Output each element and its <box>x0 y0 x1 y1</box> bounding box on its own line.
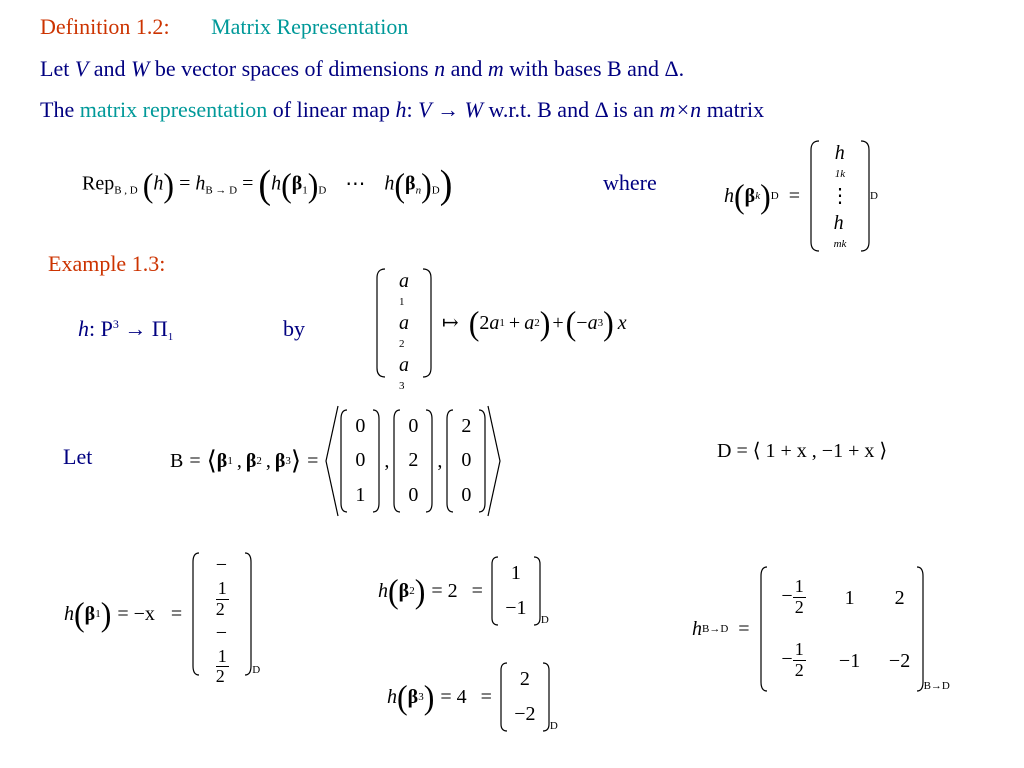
h-bd: h <box>195 172 206 195</box>
rep-subscript: B , D <box>114 184 138 197</box>
example-by: by <box>283 316 305 341</box>
example-colon: : <box>159 251 166 276</box>
text-and: and <box>88 56 132 81</box>
basis-col-3 <box>446 409 486 513</box>
var-h: h <box>395 97 407 122</box>
big-left-angle <box>324 405 340 517</box>
m22: −1 <box>838 649 861 672</box>
arrow-symbol: → <box>431 97 465 122</box>
b2-r1: 0 <box>408 414 419 437</box>
hb1-eq: = <box>170 603 183 625</box>
hbd-sub: B→D <box>702 622 729 635</box>
hb3-sub-d: D <box>549 720 558 732</box>
res-a1-sub: 1 <box>499 316 505 329</box>
example-map-text: : P <box>89 316 113 341</box>
beta-1: β <box>291 172 303 195</box>
basis-b: B = ⟨ β 1 , β 2 , β 3 ⟩ = 0 0 1 , 0 2 0 , 2 0 0 <box>170 404 502 518</box>
h-beta1-result: h ( β 1 ) = −x = − 1 2 − 1 2 D <box>64 554 261 687</box>
m13: 2 <box>894 586 905 609</box>
term-matrix-representation: matrix representation <box>79 97 268 122</box>
col-vdots: ⋮ <box>829 184 850 207</box>
hb2-r1: 1 <box>510 562 521 584</box>
definition-line-1 <box>40 56 684 82</box>
text-matrix: matrix <box>701 97 765 122</box>
hb1-num-1: 1 <box>217 578 227 598</box>
column-vector-hk <box>810 140 870 252</box>
plus-1: + <box>508 312 521 334</box>
m21-num: 1 <box>794 639 804 660</box>
hb2-sub-d: D <box>540 614 549 626</box>
example-map-sup: 3 <box>112 317 119 331</box>
h-bd-subscript: B → D <box>205 184 238 197</box>
res-x: x <box>617 312 627 334</box>
text-of-linear-map: of linear map <box>267 97 396 122</box>
eq-sign-3: = <box>788 185 800 207</box>
eq-sign-2: = <box>242 172 254 195</box>
mapsto-arrow: ↦ <box>442 312 459 334</box>
text-wrt: w.r.t. B and Δ is an <box>482 97 660 122</box>
rep-label: Rep <box>82 172 115 195</box>
hb1-sub-d: D <box>252 664 261 676</box>
hb1-num-2: 1 <box>217 645 227 666</box>
eq-sign: = <box>179 172 191 195</box>
m21-den: 2 <box>794 660 804 680</box>
minus-a3: − <box>576 312 588 334</box>
hbd-body <box>760 566 924 692</box>
sub-d-1: D <box>318 184 327 197</box>
b2-r3: 0 <box>408 484 419 507</box>
beta-k: β <box>744 185 756 207</box>
basis-b-eq: = <box>189 450 201 472</box>
example-label <box>48 251 165 277</box>
hbd-h: h <box>692 618 702 640</box>
hb1-neg-1: − <box>215 554 227 576</box>
var-m-by-n: m×n <box>659 97 702 122</box>
basis-col-2 <box>393 409 433 513</box>
col-hmk-sub: mk <box>833 237 847 250</box>
res-a2-sub: 2 <box>534 316 540 329</box>
hb2-column <box>491 556 541 626</box>
hb1-beta: β <box>84 603 96 625</box>
m11-den: 2 <box>794 597 804 617</box>
m21-neg: − <box>781 648 793 671</box>
sub-d-n: D <box>431 184 440 197</box>
beta-1-sub: 1 <box>302 184 308 197</box>
m23: −2 <box>888 649 911 672</box>
plus-2: + <box>552 312 564 334</box>
col-h1k: h <box>834 142 845 165</box>
b-beta1-sub: 1 <box>227 454 233 467</box>
var-w: W <box>131 56 150 81</box>
hb3-rhs: = 4 <box>440 686 467 708</box>
m12: 1 <box>844 586 855 609</box>
h-beta-k: h <box>724 185 734 207</box>
hb1-rhs: = −x <box>117 603 155 625</box>
b1-r1: 0 <box>355 414 366 437</box>
h-betan: h <box>384 172 395 195</box>
example-vector: a 1 a 2 a 3 ↦ ( 2 a 1 + a 2 ) + ( − a 3 ) x <box>376 268 627 378</box>
res-a3-sub: 3 <box>597 316 604 329</box>
basis-b-label: B <box>170 450 184 472</box>
hb3-beta: β <box>407 686 419 708</box>
example-arrow: → Π <box>118 316 168 341</box>
col-hmk: h <box>833 211 844 234</box>
hb2-beta: β <box>398 580 410 602</box>
res-a3: a <box>587 312 598 334</box>
basis-b-eq-2: = <box>307 450 319 472</box>
vector-a <box>376 268 432 392</box>
h-beta3-result: h ( β 3 ) = 4 = 2 −2 D <box>387 662 558 732</box>
where-label: where <box>603 170 657 195</box>
hb1-neg-2: − <box>215 621 227 644</box>
m11-num: 1 <box>794 576 804 597</box>
res-a2: a <box>524 312 535 334</box>
var-v-2: V <box>418 97 432 122</box>
ellipsis: ⋯ <box>345 172 366 195</box>
text-let: Let <box>40 56 75 81</box>
var-m: m <box>487 56 504 81</box>
var-v: V <box>74 56 89 81</box>
var-w-2: W <box>464 97 483 122</box>
hbd-matrix-sub: B→D <box>923 680 950 692</box>
sub-d-col: D <box>869 189 878 202</box>
a3: a <box>399 353 409 376</box>
beta-n-sub: n <box>415 184 422 197</box>
a1-sub: 1 <box>399 296 405 308</box>
example-arrow-sub: 1 <box>167 331 174 343</box>
b3-r2: 0 <box>461 449 472 472</box>
definition-title: Matrix Representation <box>211 14 409 39</box>
definition-colon: : <box>163 14 170 39</box>
b3-r1: 2 <box>461 414 472 437</box>
hb1-sub: 1 <box>95 607 101 620</box>
h-beta1: h <box>271 172 282 195</box>
rep-h: h <box>153 172 164 195</box>
let-label: Let <box>63 444 93 469</box>
sub-d-k: D <box>770 189 779 202</box>
basis-col-1 <box>340 409 380 513</box>
hb3-column <box>500 662 550 732</box>
text-the: The <box>40 97 80 122</box>
hb1-column <box>192 552 252 687</box>
beta-k-definition: h ( β k ) D = h 1k ⋮ h mk D <box>724 140 878 252</box>
beta-n: β <box>405 172 416 195</box>
a2-sub: 2 <box>399 337 405 350</box>
hb2-rhs: = 2 <box>431 580 458 602</box>
hb3-eq: = <box>480 686 492 708</box>
hb3-h: h <box>387 686 397 708</box>
big-right-angle <box>486 405 502 517</box>
b-beta2: β <box>245 450 257 472</box>
example-title: Example 1.3 <box>48 251 160 276</box>
b2-r2: 2 <box>408 449 419 472</box>
m11-neg: − <box>781 585 793 608</box>
basis-d: D = ⟨ 1 + x , −1 + x ⟩ <box>717 440 888 462</box>
b-beta2-sub: 2 <box>256 454 262 467</box>
h-beta2-result: h ( β 2 ) = 2 = 1 −1 D <box>378 556 549 626</box>
res-a1: a <box>489 312 500 334</box>
coef-2: 2 <box>479 312 490 334</box>
b3-r3: 0 <box>461 484 472 507</box>
definition-label: Definition 1.2 <box>40 14 164 39</box>
hb2-sub: 2 <box>409 584 415 597</box>
hb3-r1: 2 <box>519 668 530 690</box>
hbd-eq: = <box>738 618 750 640</box>
definition-header <box>40 14 408 40</box>
var-n: n <box>434 56 446 81</box>
b-beta1: β <box>216 450 228 472</box>
text-colon: : <box>406 97 419 122</box>
text-and-2: and <box>445 56 488 81</box>
beta-k-sub: k <box>755 189 761 202</box>
hb1-h: h <box>64 603 74 625</box>
definition-line-2 <box>40 97 764 123</box>
a1: a <box>399 270 409 292</box>
hb1-den-2: 2 <box>215 666 225 687</box>
b1-r2: 0 <box>355 449 366 472</box>
a3-sub: 3 <box>399 379 405 392</box>
b-beta3-sub: 3 <box>285 454 291 467</box>
b1-r3: 1 <box>355 484 366 507</box>
hb1-den-1: 2 <box>215 598 225 619</box>
h-bd-matrix <box>692 566 950 692</box>
hb2-eq: = <box>471 580 483 602</box>
hb3-sub: 3 <box>418 690 424 703</box>
example-map <box>78 316 173 343</box>
hb2-h: h <box>378 580 388 602</box>
example-h: h <box>78 316 89 341</box>
text-vector-spaces: be vector spaces of dimensions <box>149 56 435 81</box>
hb2-r2: −1 <box>505 597 527 619</box>
text-bases: with bases B and Δ. <box>503 56 685 81</box>
hb3-r2: −2 <box>514 703 536 725</box>
col-h1k-sub: 1k <box>834 168 846 181</box>
a2: a <box>399 311 409 334</box>
b-beta3: β <box>274 450 286 472</box>
rep-formula: Rep$_{B , D}$ $(h) = h_{B \to D} = (h(\beta_1)_D$ ⋯ $h(\beta_n)_D$) <box>82 162 453 208</box>
